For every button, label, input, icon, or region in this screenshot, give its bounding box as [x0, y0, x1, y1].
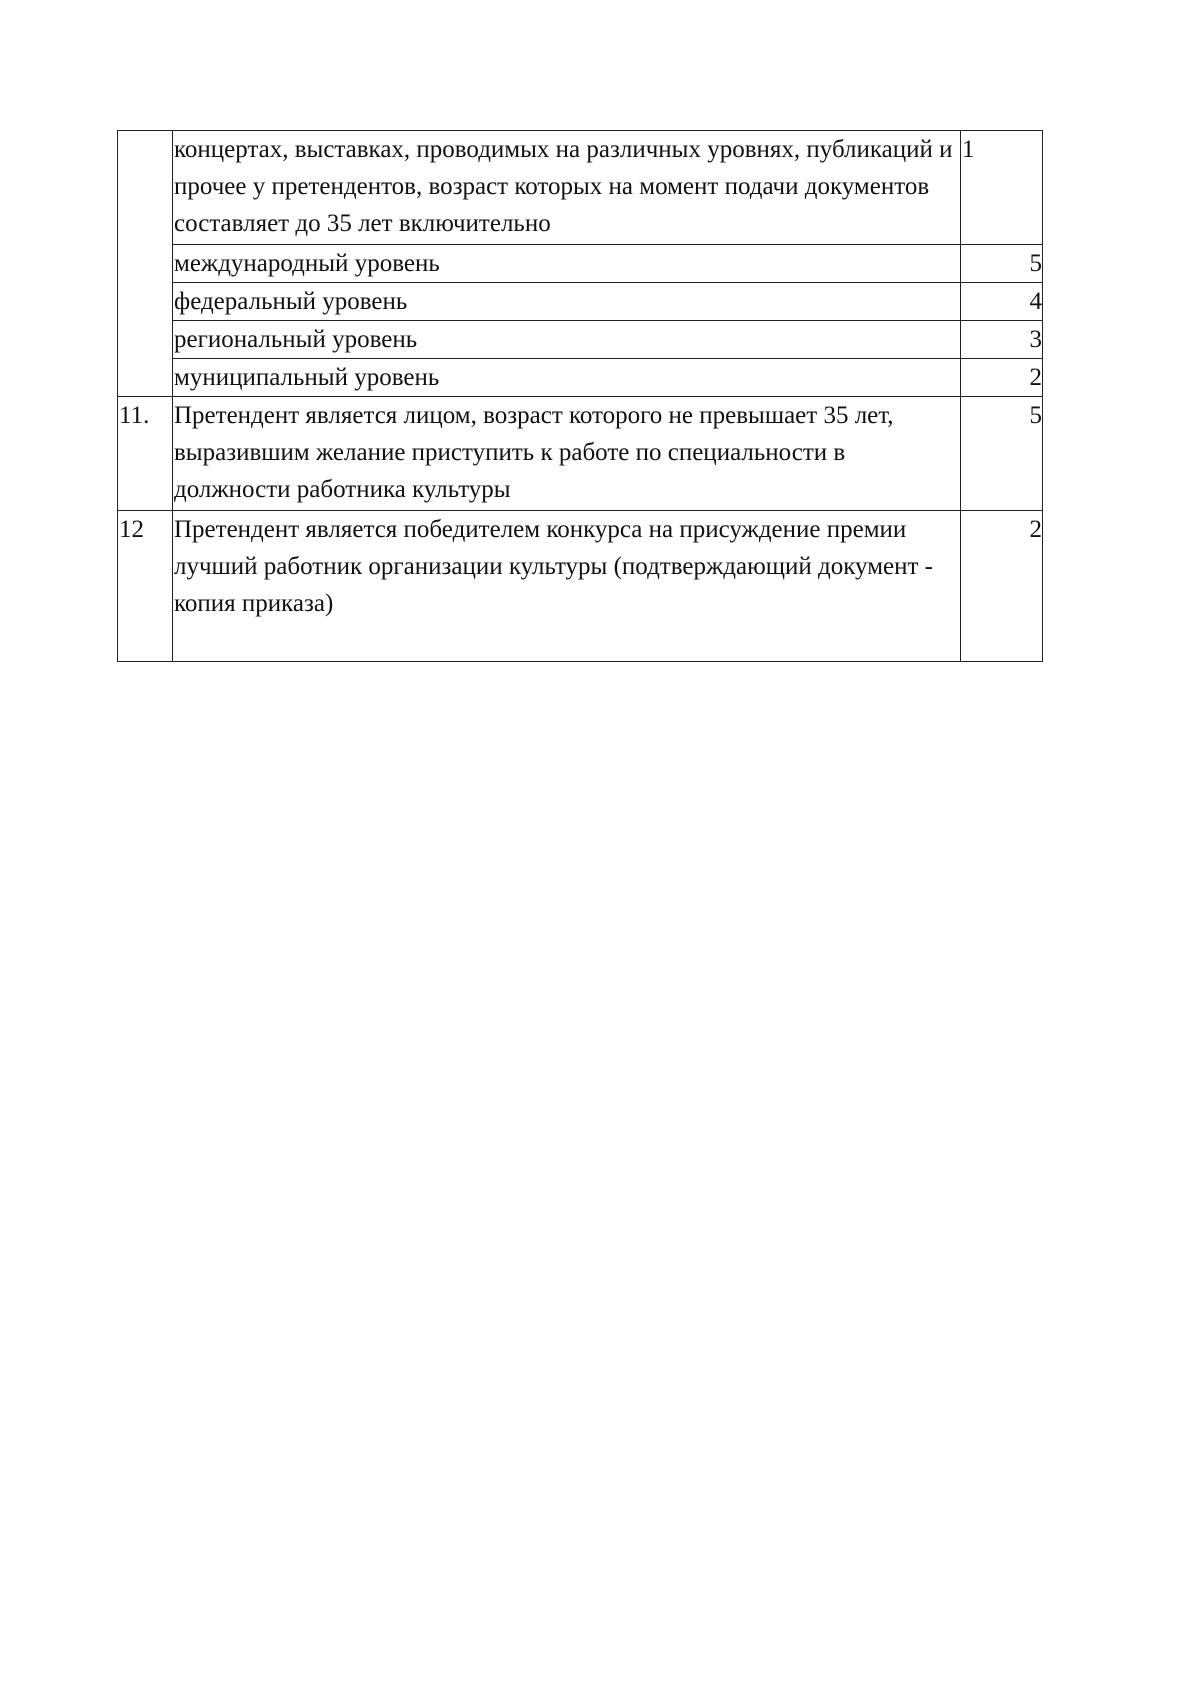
criterion-text-cell: Претендент является лицом, возраст которого не превышает 35 лет, выразившим желание приступить к работе по специальности в должности работника культуры: [173, 397, 961, 511]
criterion-text-cell: федеральный уровень: [173, 283, 961, 321]
score-cell: 2: [961, 359, 1043, 397]
score-cell: 5: [961, 397, 1043, 511]
table-row: [118, 131, 1043, 245]
table-row: [118, 245, 1043, 283]
table-row: [118, 397, 1043, 511]
score-cell: 4: [961, 283, 1043, 321]
row-number-cell: 11.: [118, 397, 173, 511]
criterion-text-cell: региональный уровень: [173, 321, 961, 359]
score-cell: 5: [961, 245, 1043, 283]
criterion-text-cell: международный уровень: [173, 245, 961, 283]
table-row: [118, 359, 1043, 397]
criterion-text-cell: концертах, выставках, проводимых на различных уровнях, публикаций и прочее у претендентов, возраст которых на момент подачи документов составляет до 35 лет включительно: [173, 131, 961, 245]
score-cell: 2: [961, 511, 1043, 662]
table-row: [118, 283, 1043, 321]
table-row: [118, 511, 1043, 662]
score-cell: 1: [961, 131, 1043, 245]
row-number-cell: [118, 131, 173, 397]
criterion-text-cell: Претендент является победителем конкурса на присуждение премии лучший работник организации культуры (подтверждающий документ - копия приказа): [173, 511, 961, 662]
score-cell: 3: [961, 321, 1043, 359]
row-number-cell: 12: [118, 511, 173, 662]
criteria-table: [117, 130, 1043, 662]
criterion-text-cell: муниципальный уровень: [173, 359, 961, 397]
table-row: [118, 321, 1043, 359]
